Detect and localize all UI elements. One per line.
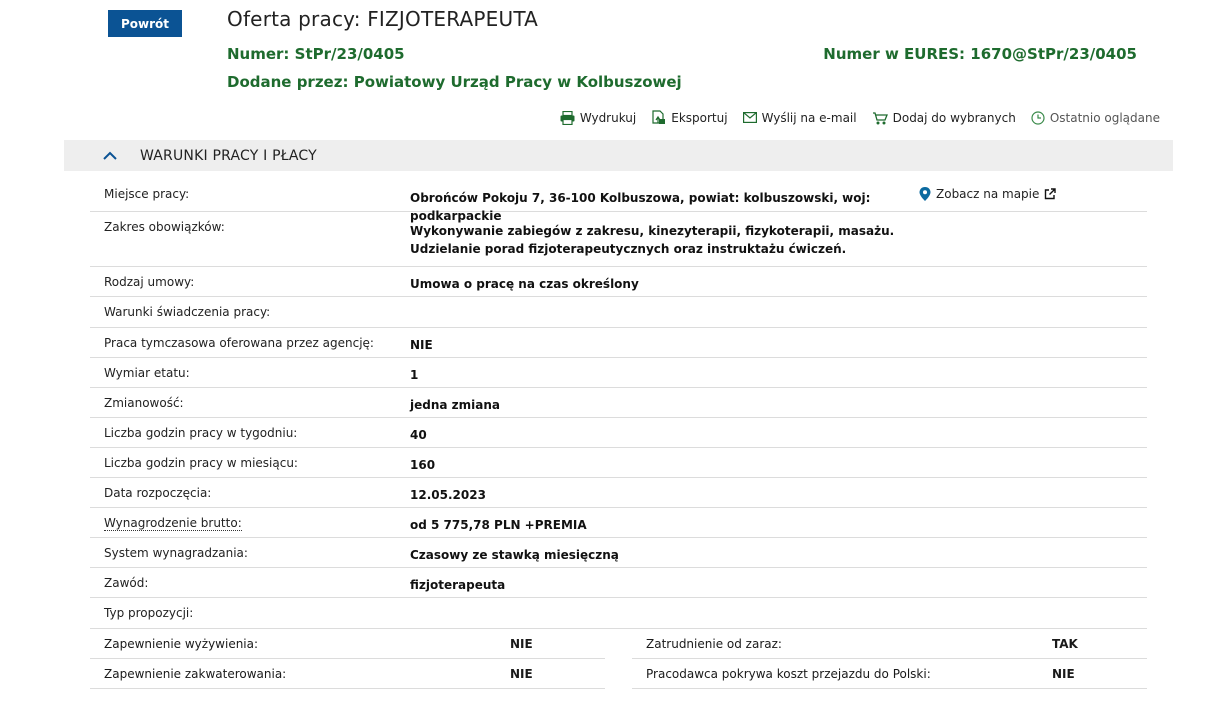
export-button[interactable] bbox=[651, 110, 727, 125]
row-value: 160 bbox=[410, 458, 436, 472]
row-label: Data rozpoczęcia: bbox=[104, 486, 212, 500]
row-value: od 5 775,78 PLN +PREMIA bbox=[410, 518, 587, 532]
row-value: NIE bbox=[410, 338, 433, 352]
row-value: 1 bbox=[410, 368, 419, 382]
salary-label[interactable]: Wynagrodzenie brutto: bbox=[104, 516, 242, 530]
table-row bbox=[632, 659, 1147, 689]
row-value: Obrońców Pokoju 7, 36-100 Kolbuszowa, powiat: kolbuszowski, woj: podkarpackie bbox=[410, 191, 871, 223]
offer-number bbox=[227, 45, 405, 63]
row-label: Pracodawca pokrywa koszt przejazdu do Polski: bbox=[646, 666, 931, 681]
table-row bbox=[90, 388, 1147, 418]
eures-number-value: 1670@StPr/23/0405 bbox=[970, 45, 1137, 63]
table-row bbox=[632, 629, 1147, 659]
split-row bbox=[90, 629, 1147, 659]
table-row bbox=[90, 538, 1147, 568]
row-label: Zawód: bbox=[104, 576, 149, 590]
work-conditions-table bbox=[90, 179, 1147, 689]
row-value: Umowa o pracę na czas określony bbox=[410, 277, 639, 291]
table-row bbox=[90, 598, 1147, 629]
table-row bbox=[90, 418, 1147, 448]
row-value: fizjoterapeuta bbox=[410, 578, 506, 592]
row-label bbox=[90, 516, 410, 530]
row-label: Zapewnienie wyżywienia: bbox=[104, 636, 259, 651]
row-value: NIE bbox=[510, 636, 533, 651]
added-by-value: Powiatowy Urząd Pracy w Kolbuszowej bbox=[353, 73, 682, 91]
table-row bbox=[90, 568, 1147, 598]
chevron-up-icon[interactable] bbox=[102, 148, 118, 164]
row-value: 12.05.2023 bbox=[410, 488, 486, 502]
row-label: Wymiar etatu: bbox=[104, 366, 190, 380]
table-row bbox=[90, 328, 1147, 358]
export-icon bbox=[651, 110, 666, 125]
row-label: Zmianowość: bbox=[104, 396, 184, 410]
back-button[interactable]: Powrót bbox=[108, 10, 182, 37]
email-button[interactable] bbox=[743, 111, 857, 125]
row-value: 40 bbox=[410, 428, 427, 442]
table-row bbox=[90, 212, 1147, 267]
table-row bbox=[90, 478, 1147, 508]
envelope-icon bbox=[743, 112, 757, 123]
map-link-label: Zobacz na mapie bbox=[936, 187, 1040, 201]
row-label: Zakres obowiązków: bbox=[104, 220, 225, 234]
section-title: WARUNKI PRACY I PŁACY bbox=[140, 147, 317, 164]
table-row bbox=[90, 448, 1147, 478]
row-label: Miejsce pracy: bbox=[104, 187, 190, 201]
row-label: Typ propozycji: bbox=[104, 606, 194, 620]
duties-line: Udzielanie porad fizjoterapeutycznych oraz instruktażu ćwiczeń. bbox=[410, 242, 847, 256]
row-label: Rodzaj umowy: bbox=[104, 275, 195, 289]
row-label: Warunki świadczenia pracy: bbox=[104, 305, 271, 319]
row-value: jedna zmiana bbox=[410, 398, 500, 412]
row-label: Liczba godzin pracy w tygodniu: bbox=[104, 426, 298, 440]
table-row bbox=[90, 508, 1147, 538]
action-toolbar bbox=[560, 110, 1160, 125]
table-row bbox=[90, 179, 1147, 223]
row-label: Zatrudnienie od zaraz: bbox=[646, 636, 782, 651]
row-label: Liczba godzin pracy w miesiącu: bbox=[104, 456, 298, 470]
table-row bbox=[90, 267, 1147, 297]
recent-button[interactable] bbox=[1031, 111, 1160, 125]
printer-icon bbox=[560, 111, 575, 125]
split-row bbox=[90, 659, 1147, 689]
table-row bbox=[90, 659, 605, 689]
map-link[interactable] bbox=[919, 187, 1147, 201]
print-button[interactable] bbox=[560, 111, 636, 125]
added-by-label: Dodane przez: bbox=[227, 73, 349, 91]
recent-label: Ostatnio oglądane bbox=[1049, 110, 1160, 125]
external-link-icon bbox=[1044, 188, 1056, 200]
table-row bbox=[90, 629, 605, 659]
offer-number-value: StPr/23/0405 bbox=[294, 45, 405, 63]
table-row bbox=[90, 358, 1147, 388]
row-label: Praca tymczasowa oferowana przez agencję: bbox=[104, 336, 374, 350]
eures-number bbox=[823, 45, 1137, 63]
section-header-work-conditions[interactable] bbox=[64, 140, 1173, 171]
row-value bbox=[410, 220, 1147, 258]
print-label: Wydrukuj bbox=[579, 110, 637, 125]
clock-icon bbox=[1031, 111, 1045, 125]
eures-number-label: Numer w EURES: bbox=[823, 45, 966, 63]
offer-number-label: Numer: bbox=[227, 45, 290, 63]
favorite-label: Dodaj do wybranych bbox=[892, 110, 1016, 125]
row-value: TAK bbox=[1052, 636, 1078, 651]
row-value: NIE bbox=[510, 666, 533, 681]
added-by bbox=[227, 73, 682, 91]
row-value: NIE bbox=[1052, 666, 1075, 681]
duties-line: Wykonywanie zabiegów z zakresu, kinezyterapii, fizykoterapii, masażu. bbox=[410, 224, 895, 238]
row-label: System wynagradzania: bbox=[104, 546, 248, 560]
email-label: Wyślij na e-mail bbox=[761, 110, 857, 125]
row-value: Czasowy ze stawką miesięczną bbox=[410, 548, 619, 562]
cart-icon bbox=[872, 111, 888, 125]
favorite-button[interactable] bbox=[872, 111, 1016, 125]
export-label: Eksportuj bbox=[671, 110, 728, 125]
page-title: Oferta pracy: FIZJOTERAPEUTA bbox=[227, 7, 539, 31]
row-label: Zapewnienie zakwaterowania: bbox=[104, 666, 287, 681]
map-pin-icon bbox=[919, 187, 931, 201]
table-row bbox=[90, 297, 1147, 328]
